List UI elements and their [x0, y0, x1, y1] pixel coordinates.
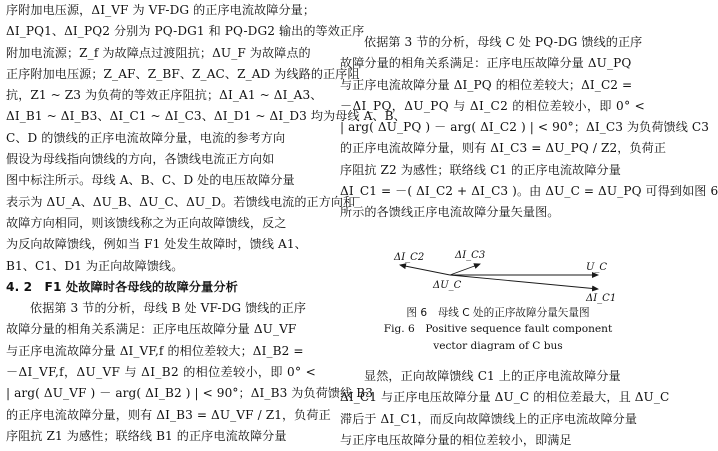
- ic2-vector: [400, 265, 450, 275]
- ic1-vector: [450, 275, 598, 289]
- text-line: 序阻抗 Z1 为感性；联络线 B1 的正序电流故障分量: [6, 428, 287, 443]
- text-line: 所示的各馈线正序电流故障分量矢量图。: [340, 205, 560, 220]
- caption-en-2: vector diagram of C bus: [433, 339, 563, 352]
- vector-diagram: [340, 242, 656, 304]
- caption-zh: 图 6 母线 C 处的正序故障分量矢量图: [406, 306, 590, 319]
- right-column: [340, 0, 718, 451]
- text-line: 依据第 3 节的分析，母线 C 处 PQ-DG 馈线的正序: [364, 35, 643, 49]
- text-line: 序阻抗 Z2 为感性；联络线 C1 的正序电流故障分量: [340, 162, 621, 177]
- text-line: ΔI_PQ1、ΔI_PQ2 分别为 PQ-DG1 和 PQ-DG2 输出的等效正序: [6, 24, 365, 39]
- right-paragraph-1: [340, 0, 718, 224]
- text-line: 的正序电流故障分量，则有 ΔI_C3 = ΔU_PQ / Z2，负荷正: [340, 141, 667, 156]
- text-line: 与正序电流故障分量 ΔI_PQ 的相位差较大；ΔI_C2 =: [340, 77, 633, 92]
- text-line: 与正序电流故障分量 ΔI_VF,f 的相位差较大；ΔI_B2 =: [6, 343, 304, 358]
- ic2-label: ΔI_C2: [394, 251, 425, 263]
- text-line: －ΔI_PQ，ΔU_PQ 与 ΔI_C2 的相位差较小，即 0° <: [340, 98, 646, 113]
- text-line: 序附加电压源，ΔI_VF 为 VF-DG 的正序电流故障分量；: [6, 3, 316, 17]
- text-line: 为反向故障馈线，例如当 F1 处发生故障时，馈线 A1、: [6, 237, 307, 252]
- ic1-label: ΔI_C1: [586, 292, 617, 304]
- caption-en-1: Fig. 6 Positive sequence fault component: [383, 323, 613, 336]
- text-line: 故障分量的相角关系满足：正序电压故障分量 ΔU_PQ: [340, 56, 632, 71]
- text-line: 正序附加电压源；Z_AF、Z_BF、Z_AC、Z_AD 为线路的正序阻: [6, 66, 360, 81]
- text-line: 显然，正向故障馈线 C1 上的正序电流故障分量: [364, 369, 621, 384]
- figure-caption: [340, 305, 656, 355]
- text-line: 假设为母线指向馈线的方向，各馈线电流正方向如: [6, 152, 275, 167]
- text-line: 滞后于 ΔI_C1，而反向故障馈线上的正序电流故障分量: [340, 411, 638, 426]
- text-line: 故障方向相同，则该馈线称之为正向故障馈线，反之: [6, 215, 287, 230]
- text-line: －ΔI_VF,f，ΔU_VF 与 ΔI_B2 的相位差较小，即 0° <: [6, 365, 317, 380]
- vector-diagram-svg: [340, 242, 656, 304]
- left-paragraph-2: [6, 298, 374, 447]
- text-line: | arg( ΔU_VF ) － arg( ΔI_B2 ) | < 90°；ΔI_B3 为负荷馈线 B3: [6, 386, 374, 401]
- right-paragraph-2: [340, 366, 670, 451]
- left-column: [6, 0, 406, 447]
- text-line: 抗，Z1 ~ Z3 为负荷的等效正序阻抗；ΔI_A1 ~ ΔI_A3、: [6, 88, 323, 103]
- text-line: C、D 的馈线的正序电流故障分量，电流的参考方向: [6, 130, 286, 145]
- text-line: B1、C1、D1 为正向故障馈线。: [6, 258, 184, 273]
- text-line: | arg( ΔU_PQ ) － arg( ΔI_C2 ) | < 90°；ΔI_C3 为负荷馈线 C3: [340, 120, 710, 135]
- text-line: 的正序电流故障分量，则有 ΔI_B3 = ΔU_VF / Z1，负荷正: [6, 407, 331, 422]
- section-heading: 4. 2 F1 处故障时各母线的故障分量分析: [6, 279, 238, 294]
- text-line: ΔI_B1 ~ ΔI_B3、ΔI_C1 ~ ΔI_C3、ΔI_D1 ~ ΔI_D3 均为母线 A、B、: [6, 109, 406, 124]
- ic3-label: ΔI_C3: [455, 249, 486, 261]
- uc-top-label: U_C: [586, 261, 608, 273]
- left-paragraph-1: [6, 0, 406, 277]
- text-line: 依据第 3 节的分析，母线 B 处 VF-DG 馈线的正序: [30, 301, 307, 316]
- text-line: 附加电流源；Z_f 为故障点过渡阻抗；ΔU_F 为故障点的: [6, 45, 311, 60]
- text-line: ΔI_C1 = －( ΔI_C2 + ΔI_C3 )。由 ΔU_C = ΔU_PQ 可得到如图 6: [340, 184, 718, 199]
- ic3-vector: [450, 264, 480, 275]
- uc-bottom-label: ΔU_C: [433, 279, 462, 291]
- text-line: 与正序电压故障分量的相位差较小，即满足: [340, 433, 572, 448]
- text-line: 图中标注所示。母线 A、B、C、D 处的电压故障分量: [6, 173, 295, 188]
- text-line: 表示为 ΔU_A、ΔU_B、ΔU_C、ΔU_D。若馈线电流的正方向和: [6, 194, 356, 209]
- text-line: ΔI_C1 与正序电压故障分量 ΔU_C 的相位差最大，且 ΔU_C: [340, 390, 670, 405]
- text-line: 故障分量的相角关系满足：正序电压故障分量 ΔU_VF: [6, 322, 297, 337]
